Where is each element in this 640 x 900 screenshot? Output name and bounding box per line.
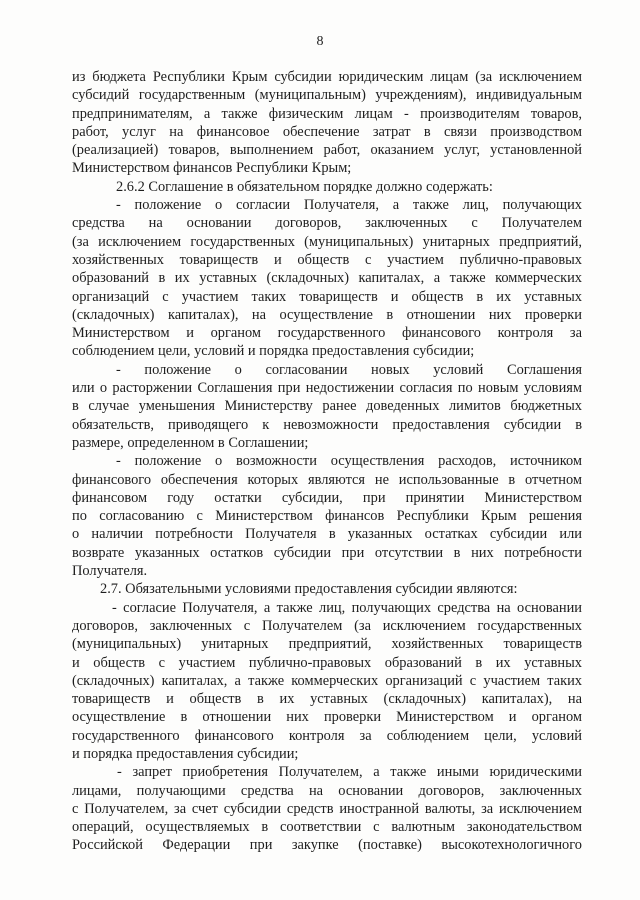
text-line: возврате указанных остатков субсидии при отсутствии в них потребности — [72, 544, 582, 561]
text-line: финансового обеспечения которых являются не использованные в отчетном — [72, 471, 582, 488]
text-line: финансовом году остатки субсидии, при принятии Министерством — [72, 489, 582, 506]
text-line: соблюдением цели, условий и порядка предоставления субсидии; — [72, 343, 475, 360]
text-line: организаций с участием таких товариществ и обществ в их уставных — [72, 288, 582, 305]
text-line: Министерством финансов Республики Крым; — [72, 160, 352, 177]
text-line: государственного финансового контроля за соблюдением цели, условий — [72, 727, 582, 744]
text-line: и порядка предоставления субсидии; — [72, 745, 299, 762]
text-line: (складочных) капиталах, а также коммерческих организаций с участием таких — [72, 672, 582, 689]
text-line: (реализацией) товаров, выполнением работ, оказанием услуг, установленной — [72, 142, 582, 159]
list-item-currency-ban — [72, 763, 582, 854]
text-line: - положение о согласии Получателя, а также лиц, получающих — [116, 197, 582, 214]
text-line: по согласованию с Министерством финансов Республики Крым решения — [72, 508, 582, 525]
text-line: лицами, получающими средства на основании договоров, заключенных — [72, 782, 582, 799]
text-line: (муниципальных) унитарных предприятий, хозяйственных товариществ — [72, 636, 582, 653]
text-line: (за исключением государственных (муниципальных) унитарных предприятий, — [72, 233, 582, 250]
section-2-7 — [72, 580, 582, 598]
text-line: (складочных) капиталах), на осуществление в отношении них проверки — [72, 306, 582, 323]
text-line: осуществление в отношении них проверки Министерством и органом — [72, 709, 582, 726]
text-line: - согласие Получателя, а также лиц, получающих средства на основании — [112, 599, 582, 616]
text-line: о наличии потребности Получателя в указанных остатках субсидии или — [72, 526, 582, 543]
section-heading: 2.7. Обязательными условиями предоставления субсидии являются: — [100, 581, 518, 598]
document-body — [72, 68, 582, 855]
list-item-consent-condition — [72, 599, 582, 764]
text-line: предпринимателям, а также физическим лицам - производителям товаров, — [72, 105, 582, 122]
text-line: или о расторжении Соглашения при недостижении согласия по новым условиям — [72, 380, 582, 397]
text-line: - положение о согласовании новых условий Соглашения — [116, 361, 582, 378]
text-line: с Получателем, за счет субсидии средств иностранной валюты, за исключением — [72, 800, 582, 817]
text-line: размере, определенном в Соглашении; — [72, 434, 309, 451]
text-line: - положение о возможности осуществления расходов, источником — [116, 453, 582, 470]
text-line: субсидий государственным (муниципальным) учреждениям), индивидуальным — [72, 87, 582, 104]
text-line: и обществ с участием публично-правовых образований в их уставных — [72, 654, 582, 671]
list-item-unused-balances — [72, 452, 582, 580]
text-line: Получателя. — [72, 563, 148, 580]
paragraph-intro — [72, 68, 582, 178]
section-heading: 2.6.2 Соглашение в обязательном порядке должно содержать: — [116, 178, 493, 195]
text-line: хозяйственных товариществ и обществ с участием публично-правовых — [72, 251, 582, 268]
text-line: Российской Федерации при закупке (поставке) высокотехнологичного — [72, 837, 582, 854]
section-2-6-2 — [72, 178, 582, 196]
text-line: договоров, заключенных с Получателем (за исключением государственных — [72, 617, 582, 634]
text-line: товариществ и обществ в их уставных (складочных) капиталах), на — [72, 691, 582, 708]
list-item-new-conditions — [72, 361, 582, 452]
list-item-consent-inspection — [72, 196, 582, 361]
text-line: из бюджета Республики Крым субсидии юридическим лицам (за исключением — [72, 69, 582, 85]
page-number: 8 — [316, 34, 324, 49]
text-line: работ, услуг на финансовое обеспечение затрат в связи производством — [72, 123, 582, 140]
text-line: - запрет приобретения Получателем, а также иными юридическими — [117, 764, 582, 781]
text-line: обязательств, приводящего к невозможности предоставления субсидии в — [72, 416, 582, 433]
text-line: образований в их уставных (складочных) капиталах, а также коммерческих — [72, 270, 582, 287]
text-line: в случае уменьшения Министерству ранее доведенных лимитов бюджетных — [72, 398, 582, 415]
text-line: Министерством и органом государственного финансового контроля за — [72, 325, 582, 342]
text-line: средства на основании договоров, заключенных с Получателем — [72, 215, 582, 232]
text-line: операций, осуществляемых в соответствии с валютным законодательством — [72, 819, 582, 836]
